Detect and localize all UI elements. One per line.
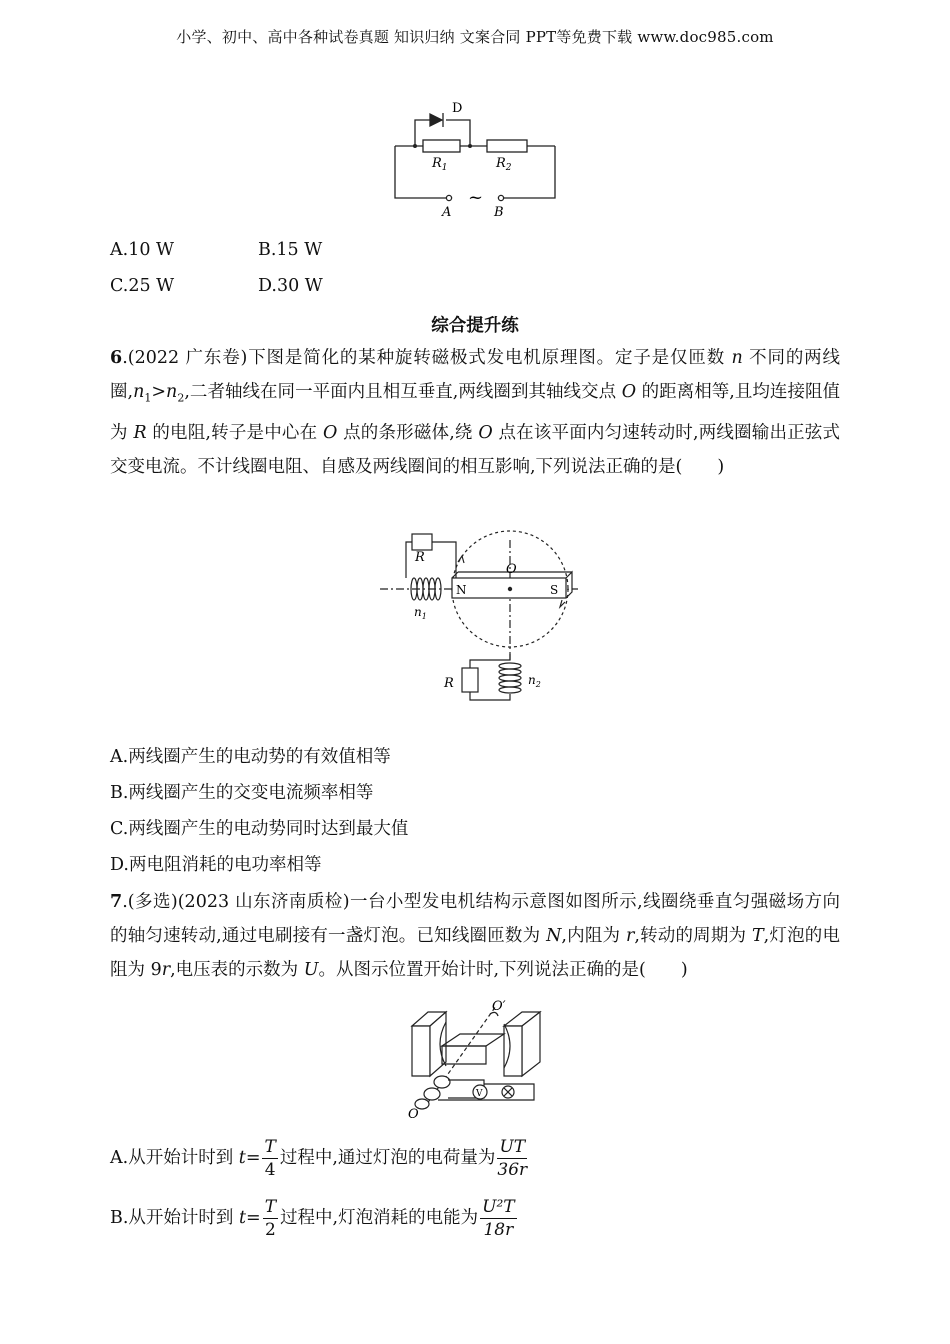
q6-n2: n xyxy=(166,382,178,402)
q7-option-b xyxy=(110,1196,519,1241)
magnet-n-label: N xyxy=(456,583,467,597)
q7b-fraction-1 xyxy=(263,1196,278,1241)
svg-text:n2 xyxy=(528,673,541,689)
q6-text-6: 点的条形磁体,绕 xyxy=(337,422,479,443)
r2-sub: 2 xyxy=(505,163,512,173)
svg-text:R1 xyxy=(431,156,448,173)
q6-r: R xyxy=(133,422,147,443)
svg-text:R2 xyxy=(495,156,512,173)
coil-n1-sub: 1 xyxy=(421,612,427,621)
q7a-eq: = xyxy=(245,1148,261,1168)
voltmeter-label: V xyxy=(476,1089,483,1099)
q6-option-c: C.两线圈产生的电动势同时达到最大值 xyxy=(110,819,409,839)
q7a-f2-den: 36r xyxy=(497,1160,528,1180)
q6-o2: O xyxy=(323,422,338,443)
q6-gt: > xyxy=(151,382,167,402)
q6-o1: O xyxy=(621,382,637,402)
q7b-text-1: B.从开始计时到 xyxy=(110,1208,239,1228)
page-header: 小学、初中、高中各种试卷真题 知识归纳 文案合同 PPT等免费下载 www.doc985.com xyxy=(176,28,774,46)
q5-option-b: B.15 W xyxy=(258,240,323,260)
q6-text-3: ,二者轴线在同一平面内且相互垂直,两线圈到其轴线交点 xyxy=(184,382,622,402)
q7-r: r xyxy=(625,926,635,946)
q7a-fraction-2 xyxy=(497,1136,527,1181)
q6-text-7: 点在该平面内匀速转动时,两线圈输出正弦式交变电流。不计线圈电阻、自感及两线圈间的相互影响,下列说法正确的是( ) xyxy=(110,422,840,477)
q7-n: N xyxy=(546,926,562,946)
q7-number: 7 xyxy=(110,892,123,912)
section-title: 综合提升练 xyxy=(431,316,519,336)
r2-label: R xyxy=(496,156,506,171)
q7-t: T xyxy=(751,926,764,946)
q7-stem xyxy=(110,885,840,987)
q5-option-c: C.25 W xyxy=(110,276,175,296)
q7-text-4: ,灯泡的电阻为 9 xyxy=(110,926,840,980)
diode-label: D xyxy=(452,101,463,116)
q6-n2-sub: 2 xyxy=(177,391,185,405)
q6-n1-sub: 1 xyxy=(144,391,152,405)
q7b-text-2: 过程中,灯泡消耗的电能为 xyxy=(280,1208,479,1228)
q7b-f2-den: 18r xyxy=(483,1220,514,1240)
q7b-f1-num: T xyxy=(264,1197,277,1217)
q7-text-6: 。从图示位置开始计时,下列说法正确的是( ) xyxy=(318,960,688,980)
coil-n1-label: n xyxy=(414,605,422,619)
q7a-f1-num: T xyxy=(264,1137,276,1157)
q7b-t: t xyxy=(239,1208,247,1228)
center-o-label: O xyxy=(506,562,517,577)
q7a-fraction-1 xyxy=(262,1136,277,1181)
axis-o-label: O xyxy=(408,1107,419,1120)
magnet-s-label: S xyxy=(550,583,559,597)
q7a-f2-num: UT xyxy=(497,1136,527,1159)
terminal-b-label: B xyxy=(494,205,504,220)
q6-n1: n xyxy=(133,382,145,402)
q6-o3: O xyxy=(478,422,493,443)
circuit-diagram xyxy=(390,96,560,221)
q7a-text-1: A.从开始计时到 xyxy=(110,1148,239,1168)
q6-option-a: A.两线圈产生的电动势的有效值相等 xyxy=(110,747,391,767)
q7-text-3: ,转动的周期为 xyxy=(634,926,752,946)
q7-text-5: ,电压表的示数为 xyxy=(170,960,304,980)
q6-number: 6 xyxy=(110,348,123,368)
q7-u: U xyxy=(303,960,319,980)
q7a-f1-den: 4 xyxy=(264,1160,276,1180)
q7-option-a xyxy=(110,1136,529,1181)
q6-option-d: D.两电阻消耗的电功率相等 xyxy=(110,855,322,875)
axis-o-prime-label: O′ xyxy=(492,999,506,1014)
q5-option-d: D.30 W xyxy=(258,276,323,296)
q5-option-a: A.10 W xyxy=(110,240,175,260)
q7b-f1-den: 2 xyxy=(264,1220,276,1240)
r1-label: R xyxy=(432,156,442,171)
generator-diagram-2 xyxy=(404,998,554,1120)
svg-text:n1 xyxy=(414,605,427,621)
generator-diagram-1 xyxy=(378,530,588,720)
q6-text-4: 的距离相等,且均连接阻值为 xyxy=(110,382,840,443)
q7a-text-2: 过程中,通过灯泡的电荷量为 xyxy=(279,1148,496,1168)
q7-r2: r xyxy=(161,960,171,980)
q7b-f2-num: U²T xyxy=(482,1197,515,1217)
q6-option-b: B.两线圈产生的交变电流频率相等 xyxy=(110,783,374,803)
q6-text-2: 不同的两线圈, xyxy=(110,348,840,402)
q6-n: n xyxy=(731,348,743,368)
resistor-bottom-label: R xyxy=(444,676,454,691)
r1-sub: 1 xyxy=(441,163,448,173)
ac-symbol: ~ xyxy=(468,187,484,208)
q7-text-1: .(多选)(2023 山东济南质检)一台小型发电机结构示意图如图所示,线圈绕垂直匀强磁场方向的轴匀速转动,通过电刷接有一盏灯泡。已知线圈匝数为 xyxy=(110,892,840,946)
coil-n2-label: n xyxy=(528,673,536,687)
coil-n2-sub: 2 xyxy=(535,680,541,689)
q6-text-1: .(2022 广东卷)下图是简化的某种旋转磁极式发电机原理图。定子是仅匝数 xyxy=(122,348,732,368)
q7b-fraction-2 xyxy=(480,1196,516,1241)
q7a-t: t xyxy=(238,1148,246,1168)
resistor-top-label: R xyxy=(415,550,425,565)
q7-text-2: ,内阻为 xyxy=(561,926,626,946)
q7b-eq: = xyxy=(246,1208,261,1228)
q6-text-5: 的电阻,转子是中心在 xyxy=(146,422,323,443)
q6-stem xyxy=(110,341,840,484)
terminal-a-label: A xyxy=(442,205,452,220)
